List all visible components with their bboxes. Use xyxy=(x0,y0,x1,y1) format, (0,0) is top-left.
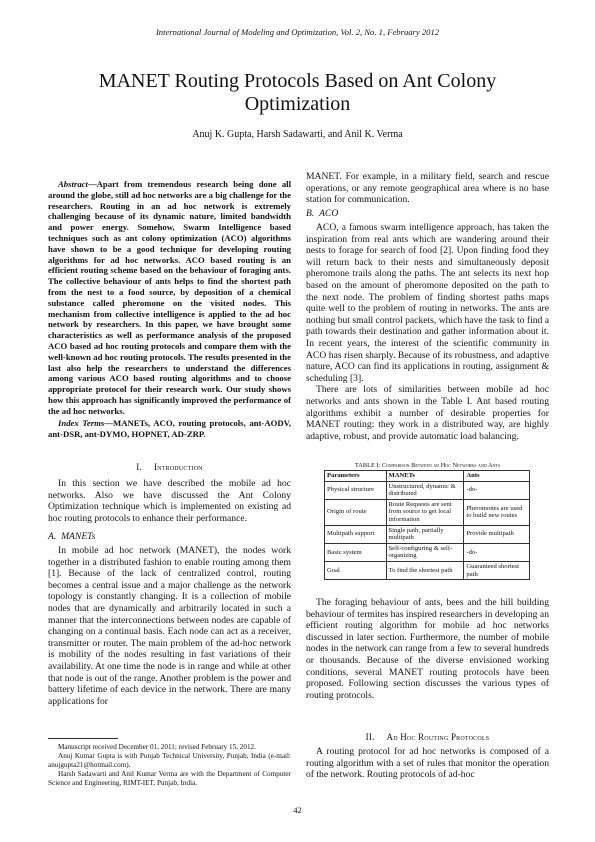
aco-paragraph-3 xyxy=(306,597,549,701)
section-number: II. xyxy=(365,732,375,742)
subsection-label: B. xyxy=(306,208,315,219)
comparison-table xyxy=(324,470,530,580)
footnote-author23: Harsh Sadawarti and Anil Kumar Verma are with the Department of Computer Science and Engineering, RIMT-IET, Punjab, India. xyxy=(48,770,291,787)
section-title: Introduction xyxy=(153,462,203,472)
section-heading-adhoc-routing xyxy=(306,732,549,744)
manets-paragraph xyxy=(48,545,291,707)
intro-paragraph xyxy=(48,478,291,524)
manets-continued-text: MANET. For example, in a military field, search and rescue operations, or any remote geographical area where is no base station for communication. xyxy=(306,171,549,206)
table-header-cell: Ants xyxy=(464,471,530,482)
table-cell: -do- xyxy=(464,481,530,499)
table-row xyxy=(325,481,530,499)
table-header-cell: Parameters xyxy=(325,471,387,482)
table-cell: Origin of route xyxy=(325,499,387,525)
subsection-label: A. xyxy=(48,531,57,542)
table-cell: Multipath support xyxy=(325,525,387,543)
table-cell: Physical structure xyxy=(325,481,387,499)
page-number: 42 xyxy=(293,805,302,815)
manets-text: In mobile ad hoc network (MANET), the nodes work together in a distributed fashion to enable routing among them [1]. Because of the lack of centralized control, routing becomes a central issue and a major challenge as the network topology is constantly changing. It is a collection of mobile nodes that are dynamically and arbitrarily located in such a manner that the interconnections between nodes are capable of changing on a continual basis. Each node can act as a receiver, transmitter or router. The main problem of the ad-hoc network is mobility of the nodes resulting in fast variations of their availability. At one time the node is in range and while at other that node is out of the range. Another problem is the power and battery lifetime of each device in the network. There are many applications for xyxy=(48,545,291,707)
paper-title: MANET Routing Protocols Based on Ant Colony Optimization xyxy=(98,70,497,115)
section-heading-introduction xyxy=(48,462,291,474)
journal-header: International Journal of Modeling and Optimization, Vol. 2, No. 1, February 2012 xyxy=(155,27,440,37)
section-title: Ad Hoc Routing Protocols xyxy=(386,732,490,742)
table-cell: Self-configuring & self-organizing xyxy=(386,543,464,561)
footnote-received: Manuscript received December 01, 2011; revised February 15, 2012. xyxy=(58,743,256,751)
subsection-heading-aco xyxy=(306,208,549,220)
aco-paragraphs xyxy=(306,222,549,442)
table-cell: Single path, partially multipath xyxy=(386,525,464,543)
footnotes xyxy=(48,743,291,788)
table-cell: Unstructured, dynamic & distributed xyxy=(386,481,464,499)
table-cell: Route Requests are sent from source to get local information xyxy=(386,499,464,525)
table-row xyxy=(325,525,530,543)
abstract-text: Apart from tremendous research being done all around the globe, still ad hoc networks are a big challenge for the researchers. Routing in an ad hoc network is extremely challenging because of its dynamic nature, limited bandwidth and power energy. Somehow, Swarm Intelligence based techniques such as ant colony optimization (ACO) algorithms have shown to be a good technique for developing routing algorithms for ad hoc networks. ACO based routing is an efficient routing scheme based on the behaviour of foraging ants. The collective behaviour of ants helps to find the shortest path from the nest to a food source, by deposition of a chemical substance called pheromone on the visited nodes. This mechanism from collective intelligence is applied to the ad hoc network by researchers. In this paper, we have brought some characteristics as well as performance analysis of the proposed ACO based ad hoc routing protocols and compare them with the well-known ad hoc routing protocols. The results presented in the last also help the researchers to understand the differences among various ACO based routing algorithms and to choose appropriate protocol for their research work. Our study shows how this approach has significantly improved the performance of the ad hoc networks. xyxy=(48,179,291,416)
aco-text-2: There are lots of similarities between mobile ad hoc networks and ants shown in the Table I. Ant based routing algorithms exhibit a number of desirable properties for MANET routing: they work in a distributed way, are highly adaptive, robust, and provide automatic load balancing. xyxy=(306,384,549,442)
subsection-title: MANETs xyxy=(61,531,96,542)
table-header-cell: MANETs xyxy=(386,471,464,482)
table-cell: Goal xyxy=(325,561,387,579)
table-cell: Pheromones are used to build new routes xyxy=(464,499,530,525)
table-header-row xyxy=(325,471,530,482)
subsection-title: ACO xyxy=(319,208,339,219)
abstract xyxy=(48,179,291,417)
abstract-label: Abstract xyxy=(58,179,88,189)
index-terms xyxy=(48,418,291,440)
table-row xyxy=(325,561,530,579)
section-number: I. xyxy=(136,462,142,472)
aco-text-3: The foraging behaviour of ants, bees and the hill building behaviour of termites has inspired researchers in developing an efficient routing algorithm for mobile ad hoc networks discussed in later section. Furthermore, the number of mobile nodes in the network can range from a few to several hundreds or thousands. Because of the diverse envisioned working conditions, several MANET routing protocols have been proposed. Following section discusses the various types of routing protocols. xyxy=(306,597,549,701)
intro-text: In this section we have described the mobile ad hoc networks. Also we have discussed the Ant Colony Optimization technique which is implemented on existing ad hoc routing protocols to enhance their performance. xyxy=(48,478,291,524)
author-list: Anuj K. Gupta, Harsh Sadawarti, and Anil K. Verma xyxy=(192,129,403,140)
table-cell: To find the shortest path xyxy=(386,561,464,579)
table-cell: Provide multipath xyxy=(464,525,530,543)
table-cell: -do- xyxy=(464,543,530,561)
aco-text-1: ACO, a famous swarm intelligence approach, has taken the inspiration from real ants which are wandering around their nests to forage for search of food [2]. Upon finding food they will return back to their nests and simultaneously deposit pheromone trails along the paths. The ant selects its next hop based on the amount of pheromone deposited on the path to the next node. The problem of finding shortest paths maps quite well to the problem of routing in networks. The ants are nothing but small control packets, which have the task to find a path towards their destination and gather information about it. In recent years, the interest of the scientific community in ACO has risen sharply. Because of its robustness, and adaptive nature, ACO can find its applications in routing, assignment & scheduling [3]. xyxy=(306,222,549,384)
table-row xyxy=(325,543,530,561)
subsection-heading-manets xyxy=(48,531,291,543)
table-caption: TABLE I: Comparison Between ad Hoc Networks and Ants xyxy=(354,462,501,469)
table-row xyxy=(325,499,530,525)
adhoc-text: A routing protocol for ad hoc networks is composed of a routing algorithm with a set of rules that monitor the operation of the network. Routing protocols of ad-hoc xyxy=(306,746,549,781)
index-terms-text: MANETs, ACO, routing protocols, ant-AODV, ant-DSR, ant-DYMO, HOPNET, AD-ZRP. xyxy=(48,418,291,439)
manets-continued-paragraph xyxy=(306,171,549,206)
abstract-dash: — xyxy=(87,179,97,189)
index-terms-dash: — xyxy=(104,418,113,428)
index-terms-label: Index Terms xyxy=(58,418,105,428)
table-cell: Guaranteed shortest path xyxy=(464,561,530,579)
footnote-rule xyxy=(48,738,118,739)
footnote-author1: Anuj Kumar Gupta is with Punjab Technical University, Punjab, India (e-mail: anujgupta21@hotmail.com). xyxy=(48,752,291,769)
adhoc-paragraph xyxy=(306,746,549,781)
table-cell: Basic system xyxy=(325,543,387,561)
